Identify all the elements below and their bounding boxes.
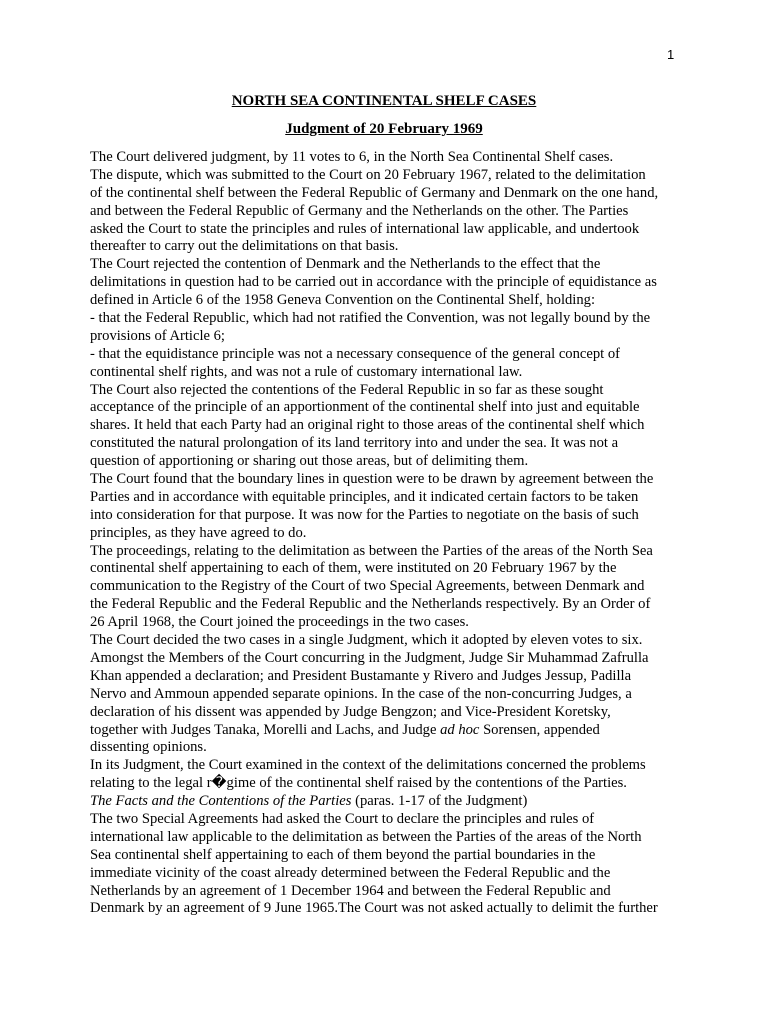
text-line: The dispute, which was submitted to the Court on 20 February 1967, related to the delimitation	[90, 166, 646, 183]
text-line: shares. It held that each Party had an original right to those areas of the continental shelf which	[90, 417, 645, 434]
text-line-mixed	[90, 722, 690, 740]
text-line: into consideration for that purpose. It was now for the Parties to negotiate on the basis of such	[90, 506, 639, 523]
text-line: - that the equidistance principle was not a necessary consequence of the general concept of	[90, 345, 621, 362]
text-line: The Court decided the two cases in a single Judgment, which it adopted by eleven votes to six.	[90, 632, 643, 649]
section-heading: The Facts and the Contentions of the Parties	[90, 793, 352, 810]
text-line: and between the Federal Republic of Germany and the Netherlands on the other. The Parties	[90, 202, 629, 219]
text-line: Nervo and Ammoun appended separate opinions. In the case of the non-concurring Judges, a	[90, 685, 632, 702]
text-line: relating to the legal r�gime of the continental shelf raised by the contentions of the Parties.	[90, 775, 627, 792]
section-heading-line	[90, 793, 690, 811]
text-line: The two Special Agreements had asked the Court to declare the principles and rules of	[90, 810, 595, 827]
document-title: NORTH SEA CONTINENTAL SHELF CASES	[231, 93, 537, 109]
document-subtitle: Judgment of 20 February 1969	[285, 121, 483, 137]
body-text	[90, 149, 690, 918]
text-segment: together with Judges Tanaka, Morelli and Lachs, and Judge	[90, 721, 441, 738]
text-line: of the continental shelf between the Federal Republic of Germany and Denmark on the one hand,	[90, 184, 659, 201]
text-line: immediate vicinity of the coast already determined between the Federal Republic and the	[90, 864, 611, 881]
text-line: dissenting opinions.	[90, 739, 207, 756]
text-line: The Court also rejected the contentions of the Federal Republic in so far as these sought	[90, 381, 604, 398]
text-line: delimitations in question had to be carried out in accordance with the principle of equidistance as	[90, 274, 657, 291]
italic-text: ad hoc	[440, 721, 480, 738]
text-line: The Court found that the boundary lines in question were to be drawn by agreement between the	[90, 471, 654, 488]
text-line: defined in Article 6 of the 1958 Geneva Convention on the Continental Shelf, holding:	[90, 292, 596, 309]
text-line: the Federal Republic and the Federal Republic and the Netherlands respectively. By an Order of	[90, 596, 651, 613]
text-line: 26 April 1968, the Court joined the proceedings in the two cases.	[90, 614, 469, 631]
text-line: international law applicable to the delimitation as between the Parties of the areas of the North	[90, 828, 642, 845]
text-line: The proceedings, relating to the delimitation as between the Parties of the areas of the North Sea	[90, 542, 653, 559]
text-line: In its Judgment, the Court examined in the context of the delimitations concerned the problems	[90, 757, 646, 774]
text-line: The Court delivered judgment, by 11 votes to 6, in the North Sea Continental Shelf cases.	[90, 149, 614, 165]
text-line: asked the Court to state the principles and rules of international law applicable, and undertook	[90, 220, 640, 237]
text-line: - that the Federal Republic, which had not ratified the Convention, was not legally bound by the	[90, 310, 651, 327]
text-segment: Sorensen, appended	[479, 721, 600, 738]
text-line: Parties and in accordance with equitable principles, and it indicated certain factors to be taken	[90, 488, 639, 505]
text-line: Sea continental shelf appertaining to each of them beyond the partial boundaries in the	[90, 846, 596, 863]
text-line: principles, as they have agreed to do.	[90, 524, 307, 541]
text-line: constituted the natural prolongation of its land territory into and under the sea. It was not a	[90, 435, 619, 452]
page-number: 1	[667, 47, 675, 62]
text-line: acceptance of the principle of an apportionment of the continental shelf into just and equitable	[90, 399, 640, 416]
text-line: thereafter to carry out the delimitations on that basis.	[90, 238, 399, 255]
text-line: question of apportioning or sharing out those areas, but of delimiting them.	[90, 453, 529, 470]
text-line: continental shelf appertaining to each of them, were instituted on 20 February 1967 by the	[90, 560, 617, 577]
text-line: declaration of his dissent was appended by Judge Bengzon; and Vice-President Koretsky,	[90, 703, 611, 720]
text-line: The Court rejected the contention of Denmark and the Netherlands to the effect that the	[90, 256, 601, 273]
section-reference: (paras. 1-17 of the Judgment)	[351, 793, 528, 810]
text-line: Denmark by an agreement of 9 June 1965.The Court was not asked actually to delimit the further	[90, 900, 658, 917]
text-line: communication to the Registry of the Court of two Special Agreements, between Denmark and	[90, 578, 645, 595]
text-line: Amongst the Members of the Court concurring in the Judgment, Judge Sir Muhammad Zafrulla	[90, 649, 649, 666]
text-line: Netherlands by an agreement of 1 December 1964 and between the Federal Republic and	[90, 882, 611, 899]
text-line: provisions of Article 6;	[90, 327, 225, 344]
text-line: continental shelf rights, and was not a rule of customary international law.	[90, 363, 523, 380]
text-line: Khan appended a declaration; and President Bustamante y Rivero and Judges Jessup, Padilla	[90, 667, 632, 684]
